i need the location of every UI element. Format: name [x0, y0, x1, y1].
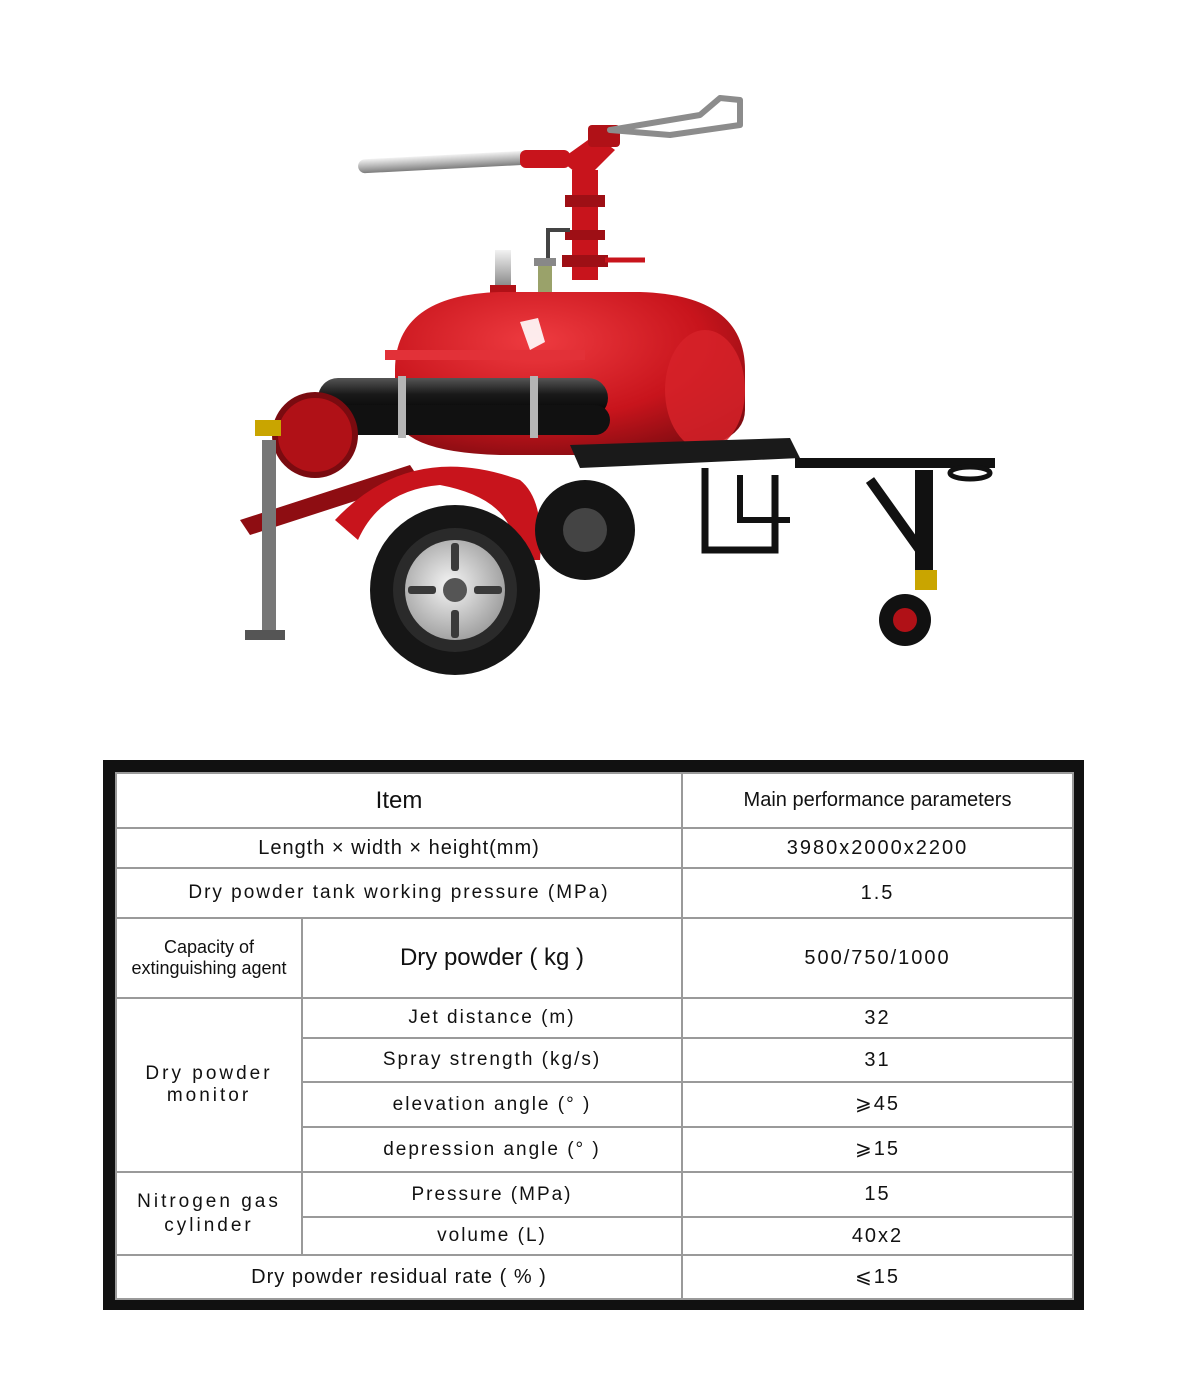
group-nitrogen-gas-cylinder: Nitrogen gas cylinder [116, 1172, 302, 1255]
row-value: ⩾15 [682, 1127, 1073, 1172]
row-value: 40x2 [682, 1217, 1073, 1255]
row-label: elevation angle (° ) [302, 1082, 682, 1127]
row-value: 15 [682, 1172, 1073, 1217]
row-label: Dry powder ( kg ) [302, 918, 682, 998]
row-value: ⩾45 [682, 1082, 1073, 1127]
table-row [116, 918, 1073, 998]
group-capacity-of-extinguishing-agent: Capacity of extinguishing agent [116, 918, 302, 998]
group-dry-powder-monitor: Dry powder monitor [116, 998, 302, 1172]
front-wheel [370, 505, 540, 675]
table-header-row [116, 773, 1073, 828]
table-row [116, 828, 1073, 868]
row-label: Length × width × height(mm) [116, 828, 682, 868]
row-value: 500/750/1000 [682, 918, 1073, 998]
row-label: volume (L) [302, 1217, 682, 1255]
table-row [116, 1172, 1073, 1217]
row-value: 3980x2000x2200 [682, 828, 1073, 868]
row-value: 31 [682, 1038, 1073, 1082]
row-label: Pressure (MPa) [302, 1172, 682, 1217]
rear-wheel [535, 480, 635, 580]
row-value: 1.5 [682, 868, 1073, 918]
row-label: Dry powder residual rate ( % ) [116, 1255, 682, 1299]
spec-table [115, 772, 1074, 1300]
table-row [116, 998, 1073, 1038]
caster-wheel [879, 570, 937, 646]
row-label: Spray strength (kg/s) [302, 1038, 682, 1082]
row-value: ⩽15 [682, 1255, 1073, 1299]
spec-table-frame [103, 760, 1084, 1310]
table-row [116, 868, 1073, 918]
header-main-parameters: Main performance parameters [682, 773, 1073, 828]
hose-reel [275, 395, 355, 475]
product-photo [200, 80, 1020, 700]
table-row [116, 1255, 1073, 1299]
monitor-nozzle [358, 98, 740, 285]
row-label: Jet distance (m) [302, 998, 682, 1038]
row-label: depression angle (° ) [302, 1127, 682, 1172]
row-value: 32 [682, 998, 1073, 1038]
header-item: Item [116, 773, 682, 828]
row-label: Dry powder tank working pressure (MPa) [116, 868, 682, 918]
nitrogen-cylinders [318, 376, 610, 438]
